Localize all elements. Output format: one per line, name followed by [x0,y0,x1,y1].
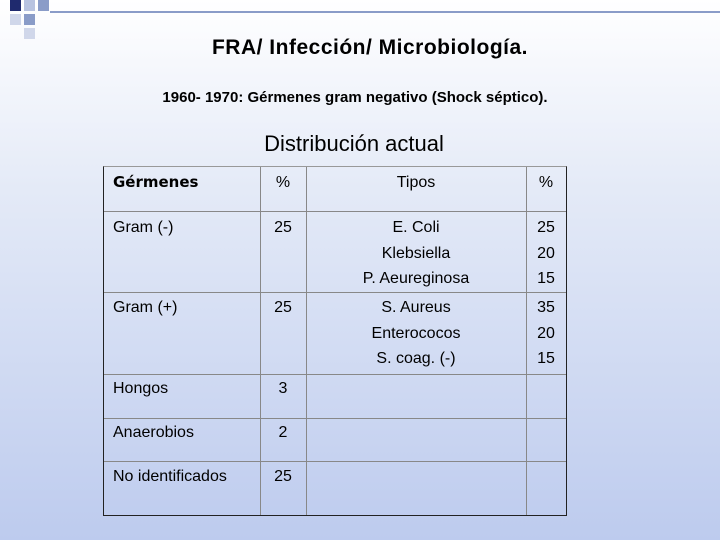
germen-percent: 25 [274,299,292,316]
tipo-percent: 20 [537,324,555,342]
row-divider [104,211,566,212]
square-dark [10,0,21,11]
tipo-name: E. Coli [392,219,440,236]
row-divider [104,461,566,462]
square-light [10,14,21,25]
germen-name: No identificados [113,468,227,485]
tipo-percent: 15 [537,270,555,287]
germen-name: Anaerobios [113,424,194,441]
header-rule [50,11,720,13]
tipo-name: S. coag. (-) [376,350,456,367]
germen-percent: 25 [274,468,292,485]
germen-percent: 2 [278,424,288,441]
tipo-percent: 25 [537,219,555,236]
square-medium [38,0,49,11]
row-divider [104,292,566,293]
section-heading: Distribución actual [264,131,444,156]
square-medium [24,14,35,25]
tipo-percent: 35 [537,299,555,316]
tipo-name: P. Aeureginosa [362,270,470,287]
germen-percent: 3 [278,380,288,397]
header-tipos: Tipos [396,174,436,191]
row-divider [104,418,566,419]
row-divider [104,374,566,375]
decorative-squares [0,0,70,40]
header-percent: % [275,174,291,191]
tipo-name: Klebsiella [381,244,451,262]
tipo-percent: 20 [537,244,555,262]
header-germenes: Gérmenes [113,173,199,191]
germen-name: Gram (-) [113,219,174,236]
distribution-table [103,166,567,516]
tipo-name: Enterococos [371,324,461,342]
slide-title: FRA/ Infección/ Microbiología. [211,36,528,59]
germen-name: Gram (+) [113,299,178,316]
germen-percent: 25 [274,219,292,236]
header-tipos-percent: % [538,174,554,191]
slide-subtitle: 1960- 1970: Gérmenes gram negativo (Shock séptico). [162,89,548,106]
tipo-name: S. Aureus [381,299,451,316]
germen-name: Hongos [113,380,169,397]
tipo-percent: 15 [537,350,555,367]
square-light [24,0,35,11]
